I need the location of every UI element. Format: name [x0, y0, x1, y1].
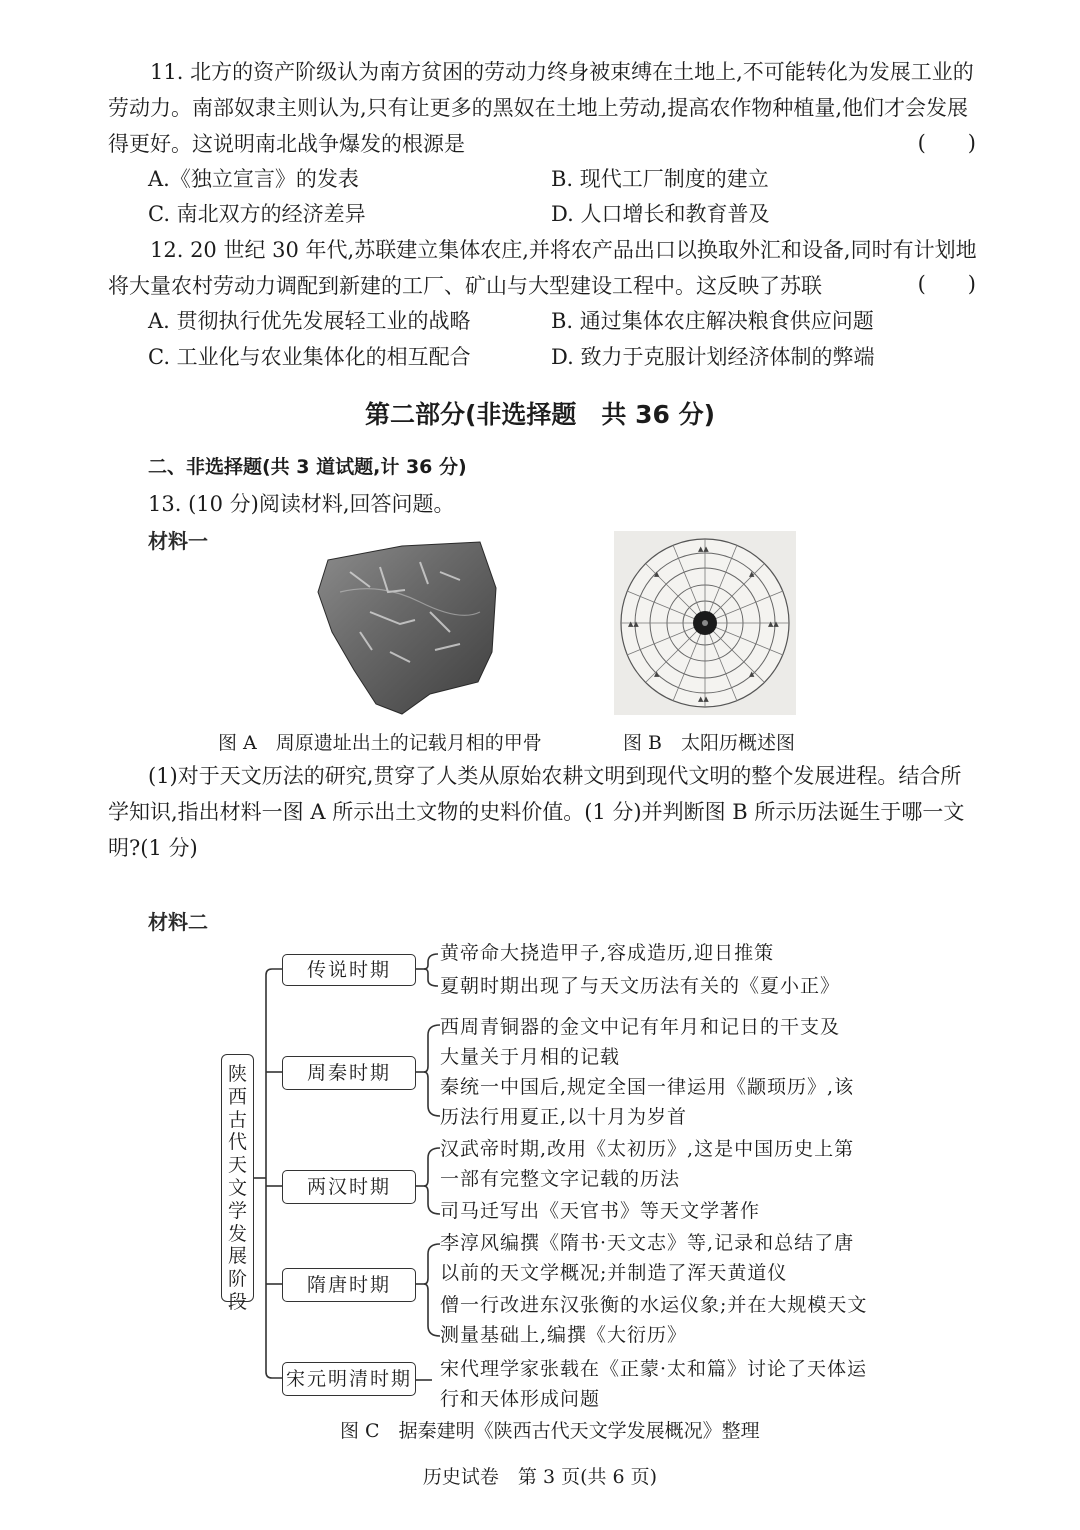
- event-text: 李淳风编撰《隋书·天文志》等,记录和总结了唐以前的天文学概况;并制造了浑天黄道仪: [440, 1232, 855, 1284]
- diagram-root-char: 学: [227, 1199, 247, 1222]
- diagram-root-char: 天: [227, 1154, 247, 1177]
- stage-sui-tang: 隋唐时期: [282, 1268, 416, 1302]
- svg-text:▲: ▲: [749, 670, 755, 678]
- q11-option-d: D. 人口增长和教育普及: [551, 202, 770, 226]
- event-text: 司马迁写出《天官书》等天文学著作: [440, 1200, 761, 1222]
- q13-subquestion-1: (1)对于天文历法的研究,贯穿了人类从原始农耕文明到现代文明的整个发展进程。结合所学知识,指出材料一图 A 所示出土文物的史料价值。(1 分)并判断图 B 所示历法诞生于哪一文明?(1 分): [108, 764, 965, 860]
- diagram-root-char: 段: [227, 1290, 247, 1313]
- stage-legend-period: 传说时期: [282, 954, 416, 986]
- section-heading: 二、非选择题(共 3 道试题,计 36 分): [148, 456, 467, 478]
- diagram-root-char: 西: [227, 1085, 247, 1108]
- svg-text:▲: ▲: [654, 570, 660, 578]
- q12-option-b: B. 通过集体农庄解决粮食供应问题: [551, 309, 874, 333]
- svg-text:▲▲: ▲▲: [698, 695, 709, 703]
- q12-answer-paren: ( ): [917, 272, 976, 296]
- event-text: 秦统一中国后,规定全国一律运用《颛顼历》,该历法行用夏正,以十月为岁首: [440, 1076, 855, 1128]
- diagram-root-char: 古: [227, 1108, 247, 1131]
- svg-text:▲: ▲: [654, 670, 660, 678]
- svg-text:▲▲: ▲▲: [628, 620, 639, 628]
- diagram-root-char: 陕: [227, 1063, 247, 1085]
- page-footer: 历史试卷 第 3 页(共 6 页): [422, 1466, 658, 1488]
- material-2-label: 材料二: [148, 910, 208, 934]
- figure-b-caption: 图 B 太阳历概述图: [623, 732, 796, 754]
- stage-zhou-qin: 周秦时期: [282, 1056, 416, 1090]
- diagram-root-box: [221, 1054, 254, 1313]
- q12-option-a: A. 贯彻执行优先发展轻工业的战略: [148, 309, 471, 333]
- q11-option-b: B. 现代工厂制度的建立: [551, 167, 769, 191]
- event-text: 宋代理学家张载在《正蒙·太和篇》讨论了天体运行和天体形成问题: [440, 1358, 868, 1410]
- event-text: 汉武帝时期,改用《太初历》,这是中国历史上第一部有完整文字记载的历法: [440, 1138, 855, 1190]
- diagram-root-char: 文: [227, 1176, 247, 1199]
- diagram-root-char: 代: [227, 1131, 247, 1154]
- event-text: 黄帝命大挠造甲子,容成造历,迎日推策: [440, 942, 775, 964]
- q11-answer-paren: ( ): [917, 131, 976, 155]
- svg-text:▲: ▲: [749, 570, 755, 578]
- material-1-label: 材料一: [148, 529, 208, 553]
- svg-text:▲▲: ▲▲: [698, 545, 709, 553]
- event-text: 僧一行改进东汉张衡的水运仪象;并在大规模天文测量基础上,编撰《大衍历》: [440, 1294, 868, 1346]
- event-text: 西周青铜器的金文中记有年月和记日的干支及大量关于月相的记载: [440, 1016, 841, 1068]
- diagram-root-char: 展: [227, 1245, 247, 1268]
- q13-intro: 13. (10 分)阅读材料,回答问题。: [148, 492, 455, 516]
- diagram-root-char: 发: [227, 1222, 247, 1245]
- diagram-root-char: 阶: [227, 1268, 247, 1291]
- figure-c-caption: 图 C 据秦建明《陕西古代天文学发展概况》整理: [340, 1420, 760, 1442]
- part2-title: 第二部分(非选择题 共 36 分): [364, 400, 716, 429]
- q11-option-a: A.《独立宣言》的发表: [148, 167, 359, 191]
- q12-option-d: D. 致力于克服计划经济体制的弊端: [551, 345, 875, 369]
- q12-option-c: C. 工业化与农业集体化的相互配合: [148, 345, 471, 369]
- diagram-root-label: [222, 1063, 253, 1314]
- svg-text:▲▲: ▲▲: [768, 620, 779, 628]
- q12-stem: 12. 20 世纪 30 年代,苏联建立集体农庄,并将农产品出口以换取外汇和设备,同时有计划地将大量农村劳动力调配到新建的工厂、矿山与大型建设工程中。这反映了苏联: [108, 238, 977, 298]
- event-text: 夏朝时期出现了与天文历法有关的《夏小正》: [440, 975, 841, 997]
- figure-a-caption: 图 A 周原遗址出土的记载月相的甲骨: [218, 732, 542, 754]
- stage-han: 两汉时期: [282, 1170, 416, 1204]
- stage-song-yuan-ming-qing: 宋元明清时期: [282, 1362, 416, 1396]
- q11-option-c: C. 南北双方的经济差异: [148, 202, 366, 226]
- q11-stem: 11. 北方的资产阶级认为南方贫困的劳动力终身被束缚在土地上,不可能转化为发展工业的劳动力。南部奴隶主则认为,只有让更多的黑奴在土地上劳动,提高农作物种植量,他们才会发展得更好。这说明南北战争爆发的根源是: [108, 60, 974, 156]
